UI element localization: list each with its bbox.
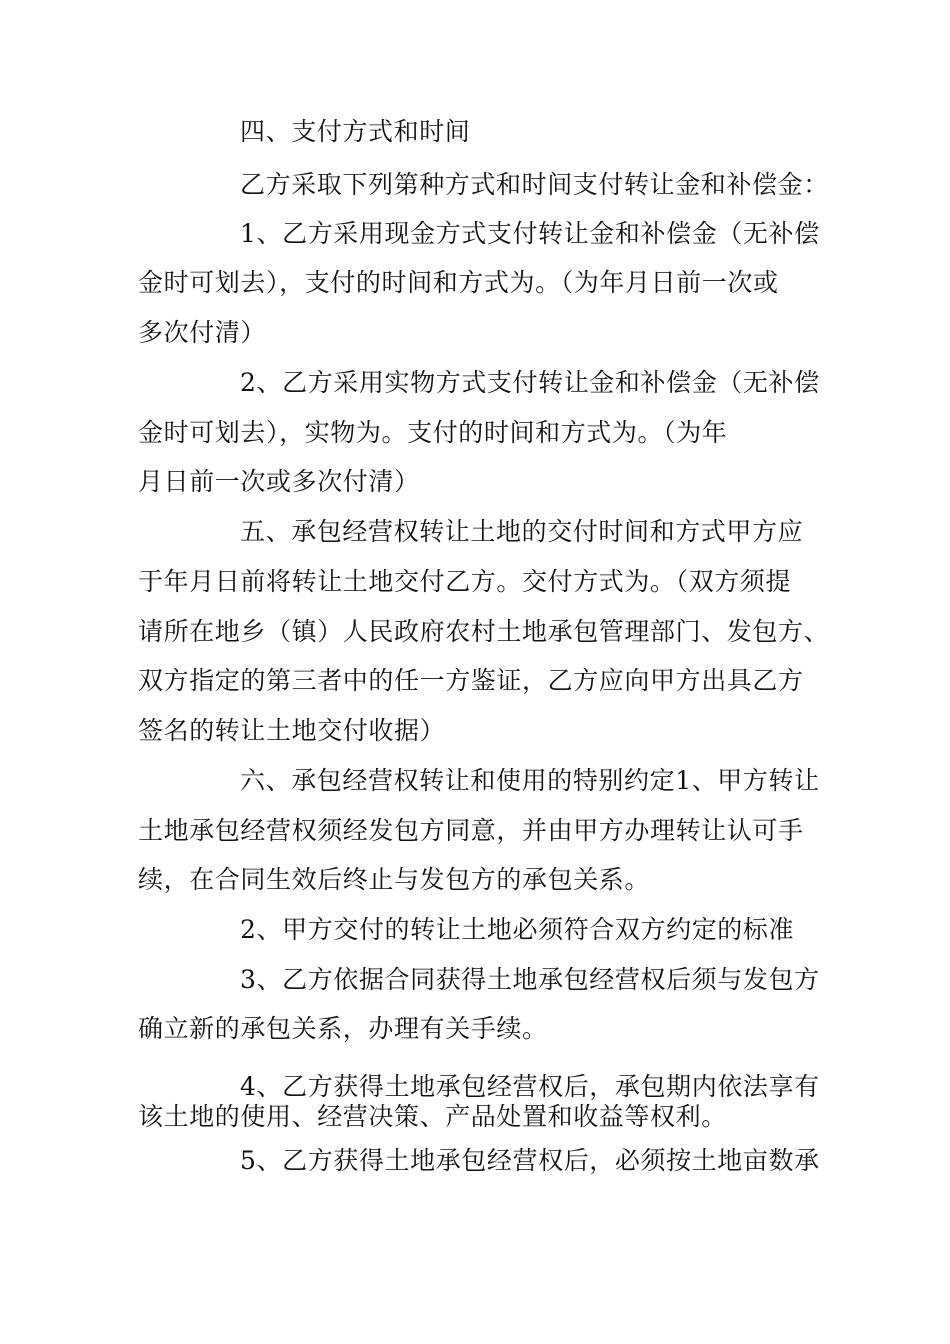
text-line: 请所在地乡（镇）人民政府农村土地承包管理部门、发包方、 (138, 617, 830, 646)
text-line: 月日前一次或多次付清） (138, 467, 420, 496)
text-line: 六、承包经营权转让和使用的特别约定1、甲方转让 (240, 766, 820, 795)
text-line: 四、支付方式和时间 (240, 117, 471, 146)
text-line: 2、甲方交付的转让土地必须符合双方约定的标准 (240, 915, 795, 944)
text-line: 5、乙方获得土地承包经营权后，必须按土地亩数承 (240, 1146, 820, 1175)
text-line: 续，在合同生效后终止与发包方的承包关系。 (138, 865, 651, 894)
text-line: 多次付清） (138, 318, 267, 347)
text-line: 于年月日前将转让土地交付乙方。交付方式为。（双方须提 (138, 567, 792, 596)
text-line: 乙方采取下列第种方式和时间支付转让金和补偿金： (240, 170, 829, 199)
text-line: 3、乙方依据合同获得土地承包经营权后须与发包方 (240, 965, 820, 994)
text-line: 金时可划去），支付的时间和方式为。（为年月日前一次或 (138, 268, 779, 297)
text-line: 2、乙方采用实物方式支付转让金和补偿金（无补偿 (240, 368, 820, 397)
text-line: 签名的转让土地交付收据） (138, 716, 446, 745)
text-line: 1、乙方采用现金方式支付转让金和补偿金（无补偿 (240, 219, 820, 248)
text-line: 五、承包经营权转让土地的交付时间和方式甲方应 (240, 517, 804, 546)
text-line: 土地承包经营权须经发包方同意，并由甲方办理转让认可手 (138, 816, 804, 845)
text-line: 确立新的承包关系，办理有关手续。 (138, 1014, 548, 1043)
text-line: 金时可划去），实物为。支付的时间和方式为。（为年 (138, 418, 728, 447)
text-line: 该土地的使用、经营决策、产品处置和收益等权利。 (138, 1102, 727, 1131)
text-line: 双方指定的第三者中的任一方鉴证，乙方应向甲方出具乙方 (138, 666, 804, 695)
text-line: 4、乙方获得土地承包经营权后，承包期内依法享有 (240, 1072, 820, 1101)
